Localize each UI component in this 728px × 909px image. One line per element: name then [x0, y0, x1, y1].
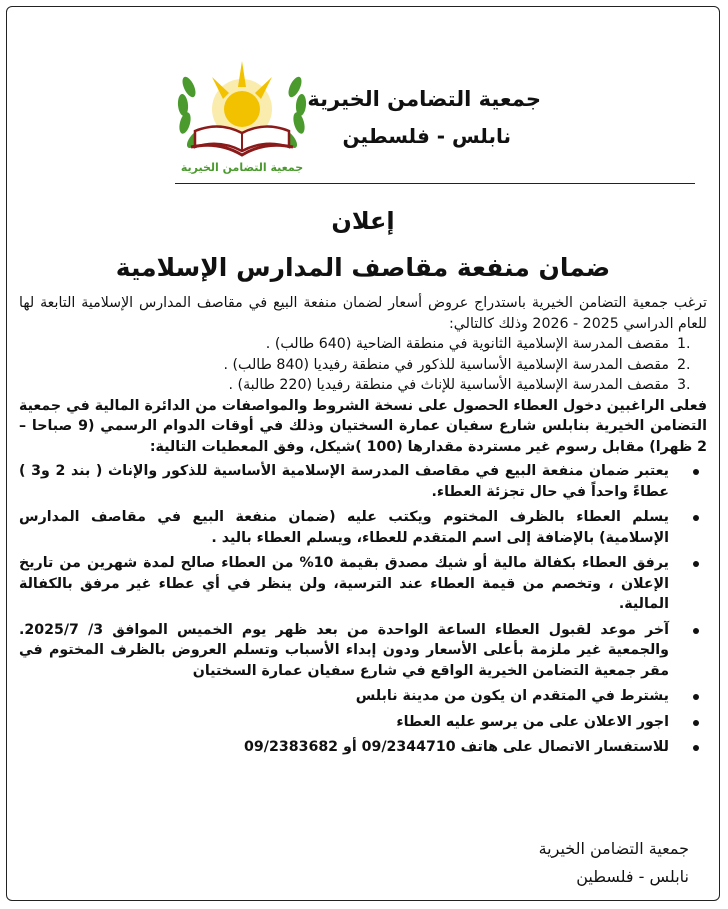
header — [7, 7, 719, 185]
logo-emblem — [167, 47, 317, 179]
bullet-icon — [693, 720, 699, 726]
item-number: 3. — [677, 377, 691, 393]
item-text: يسلم العطاء بالظرف المختوم ويكتب عليه (ضمان منفعة البيع في مقاصف المدارس الإسلامية) بالإضافة إلى اسم المتقدم للعطاء، ويسلم العطاء باليد . — [19, 509, 669, 546]
schools-list — [19, 334, 707, 396]
item-text: مقصف المدرسة الإسلامية الأساسية للإناث في منطقة رفيديا (220 طالبة) . — [228, 377, 669, 393]
org-name: جمعية التضامن الخيرية — [307, 87, 541, 111]
page-subtitle: ضمان منفعة مقاصف المدارس الإسلامية — [115, 253, 611, 282]
list-item — [19, 507, 669, 548]
item-text: يرفق العطاء بكفالة مالية أو شيك مصدق بقيمة 10% من العطاء صالح لمدة شهرين من تاريخ الإعلان ، وتخصم من قيمة العطاء عند الترسية، ولن ينظر في أي عطاء غير مرفق بالكفالة المالية. — [19, 555, 670, 612]
bullet-icon — [693, 469, 699, 475]
footer-org-name: جمعية التضامن الخيرية — [538, 839, 689, 858]
footer-org-city: نابلس - فلسطين — [576, 867, 689, 886]
conditions-list — [19, 461, 707, 758]
list-item — [19, 375, 691, 396]
bullet-icon — [693, 694, 699, 700]
list-item — [19, 712, 669, 733]
list-item — [19, 334, 691, 355]
announcement-frame — [6, 6, 720, 901]
bullet-icon — [693, 561, 699, 567]
list-item — [19, 355, 691, 376]
bullet-icon — [693, 628, 699, 634]
page-title: إعلان — [331, 207, 395, 235]
bullet-icon — [693, 515, 699, 521]
list-item — [19, 686, 669, 707]
item-number: 1. — [677, 336, 691, 352]
instructions-paragraph: فعلى الراغبين دخول العطاء الحصول على نسخة الشروط والمواصفات من الدائرة المالية في جمعية التضامن الخيرية بنابلس شارع سفيان عمارة السختيان وذلك في أوقات الدوام الرسمي (9 صباحا – 2 ظهرا) مقابل رسوم غير مستردة مقدارها (100 )شيكل، وفق المعطيات التالية: — [19, 397, 707, 455]
item-text: مقصف المدرسة الإسلامية الثانوية في منطقة الضاحية (640 طالب) . — [265, 336, 669, 352]
list-item — [19, 461, 669, 502]
item-text: للاستفسار الاتصال على هاتف 09/2344710 أو 09/2383682 — [244, 739, 669, 755]
list-item — [19, 737, 669, 758]
item-text: آخر موعد لقبول العطاء الساعة الواحدة من بعد ظهر يوم الخميس الموافق 3/ 2025/7. والجمعية غير ملزمة بأعلى الأسعار ودون إبداء الأسباب وتسلم العروض بالظرف المختوم في مقر جمعية التضامن الخيرية الواقع في شارع سفيان عمارة السختيان — [19, 621, 669, 679]
logo-caption: جمعية التضامن الخيرية — [180, 161, 304, 174]
item-number: 2. — [677, 356, 691, 373]
org-city: نابلس - فلسطين — [342, 124, 511, 148]
item-text: اجور الاعلان على من يرسو عليه العطاء — [396, 713, 669, 730]
item-text: يشترط في المتقدم ان يكون من مدينة نابلس — [355, 688, 669, 704]
list-item — [19, 620, 669, 682]
bullet-icon — [693, 745, 699, 751]
intro-paragraph: ترغب جمعية التضامن الخيرية باستدراج عروض أسعار لضمان منفعة البيع في مقاصف المدارس الإسلامية التابعة لها للعام الدراسي 2025 - 2026 وذلك كالتالي: — [19, 295, 707, 332]
announcement-body — [19, 293, 707, 763]
item-text: مقصف المدرسة الإسلامية الأساسية للذكور في منطقة رفيديا (840 طالب) . — [223, 356, 669, 373]
header-divider — [175, 183, 695, 184]
item-text: يعتبر ضمان منفعة البيع في مقاصف المدرسة الإسلامية الأساسية للذكور والإناث ( بند 2 و3 ) عطاءً واحداً في حال تجزئة العطاء. — [19, 463, 669, 500]
list-item — [19, 553, 669, 615]
